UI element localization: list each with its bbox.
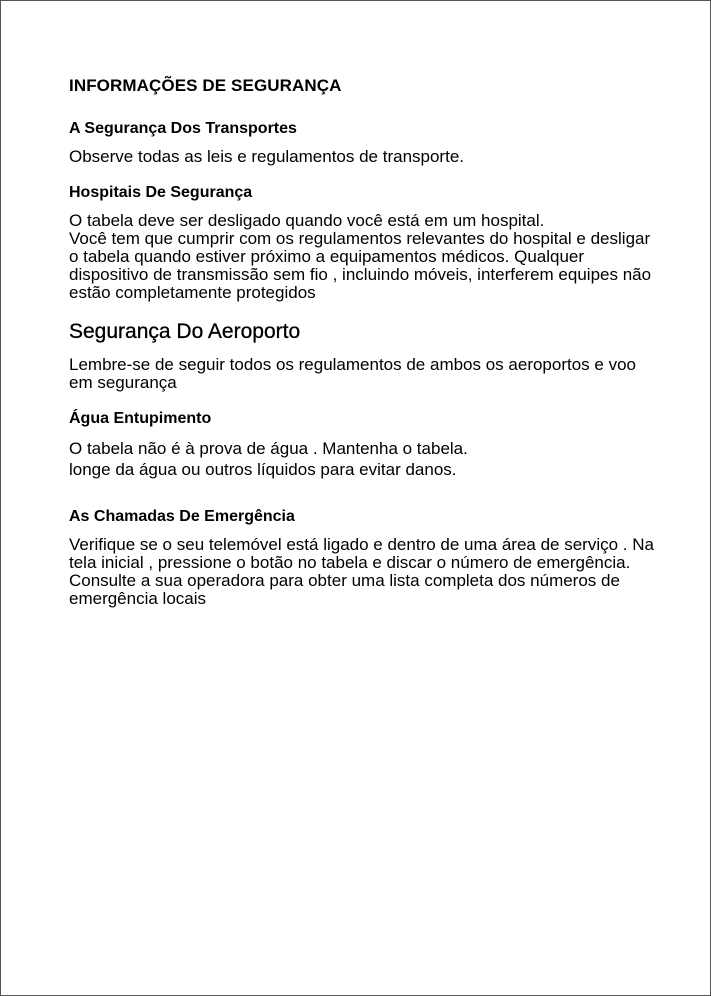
section-paragraph: Verifique se o seu telemóvel está ligado e dentro de uma área de serviço . Na tela inicial , pressione o botão no tabela e discar o número de emergência. Consulte a sua operadora para obter uma lista completa dos números de emergência locais <box>69 535 654 608</box>
section-paragraph: O tabela não é à prova de água . Mantenha o tabela. <box>69 439 468 458</box>
section-paragraph: O tabela deve ser desligado quando você está em um hospital. <box>69 211 545 230</box>
section-heading: A Segurança Dos Transportes <box>69 120 297 137</box>
section-hospital-safety <box>69 184 659 302</box>
section-transport-safety <box>69 120 659 166</box>
section-heading: Segurança Do Aeroporto <box>69 320 301 343</box>
section-airport-safety <box>69 320 659 392</box>
section-paragraph: longe da água ou outros líquidos para evitar danos. <box>69 460 457 479</box>
section-paragraph: Observe todas as leis e regulamentos de transporte. <box>69 147 464 166</box>
section-emergency-calls <box>69 508 659 608</box>
document-title: INFORMAÇÕES DE SEGURANÇA <box>69 76 342 95</box>
section-heading: As Chamadas De Emergência <box>69 508 295 525</box>
section-heading: Hospitais De Segurança <box>69 184 253 201</box>
section-paragraph: Você tem que cumprir com os regulamentos relevantes do hospital e desligar o tabela quando estiver próximo a equipamentos médicos. Qualquer dispositivo de transmissão sem fio , incluindo móveis, interferem equipes não estão completamente protegidos <box>69 229 652 302</box>
document-content <box>69 76 659 622</box>
section-paragraph: Lembre-se de seguir todos os regulamentos de ambos os aeroportos e voo em segurança <box>69 355 636 392</box>
section-heading: Água Entupimento <box>69 410 212 427</box>
section-water-damage <box>69 410 659 480</box>
